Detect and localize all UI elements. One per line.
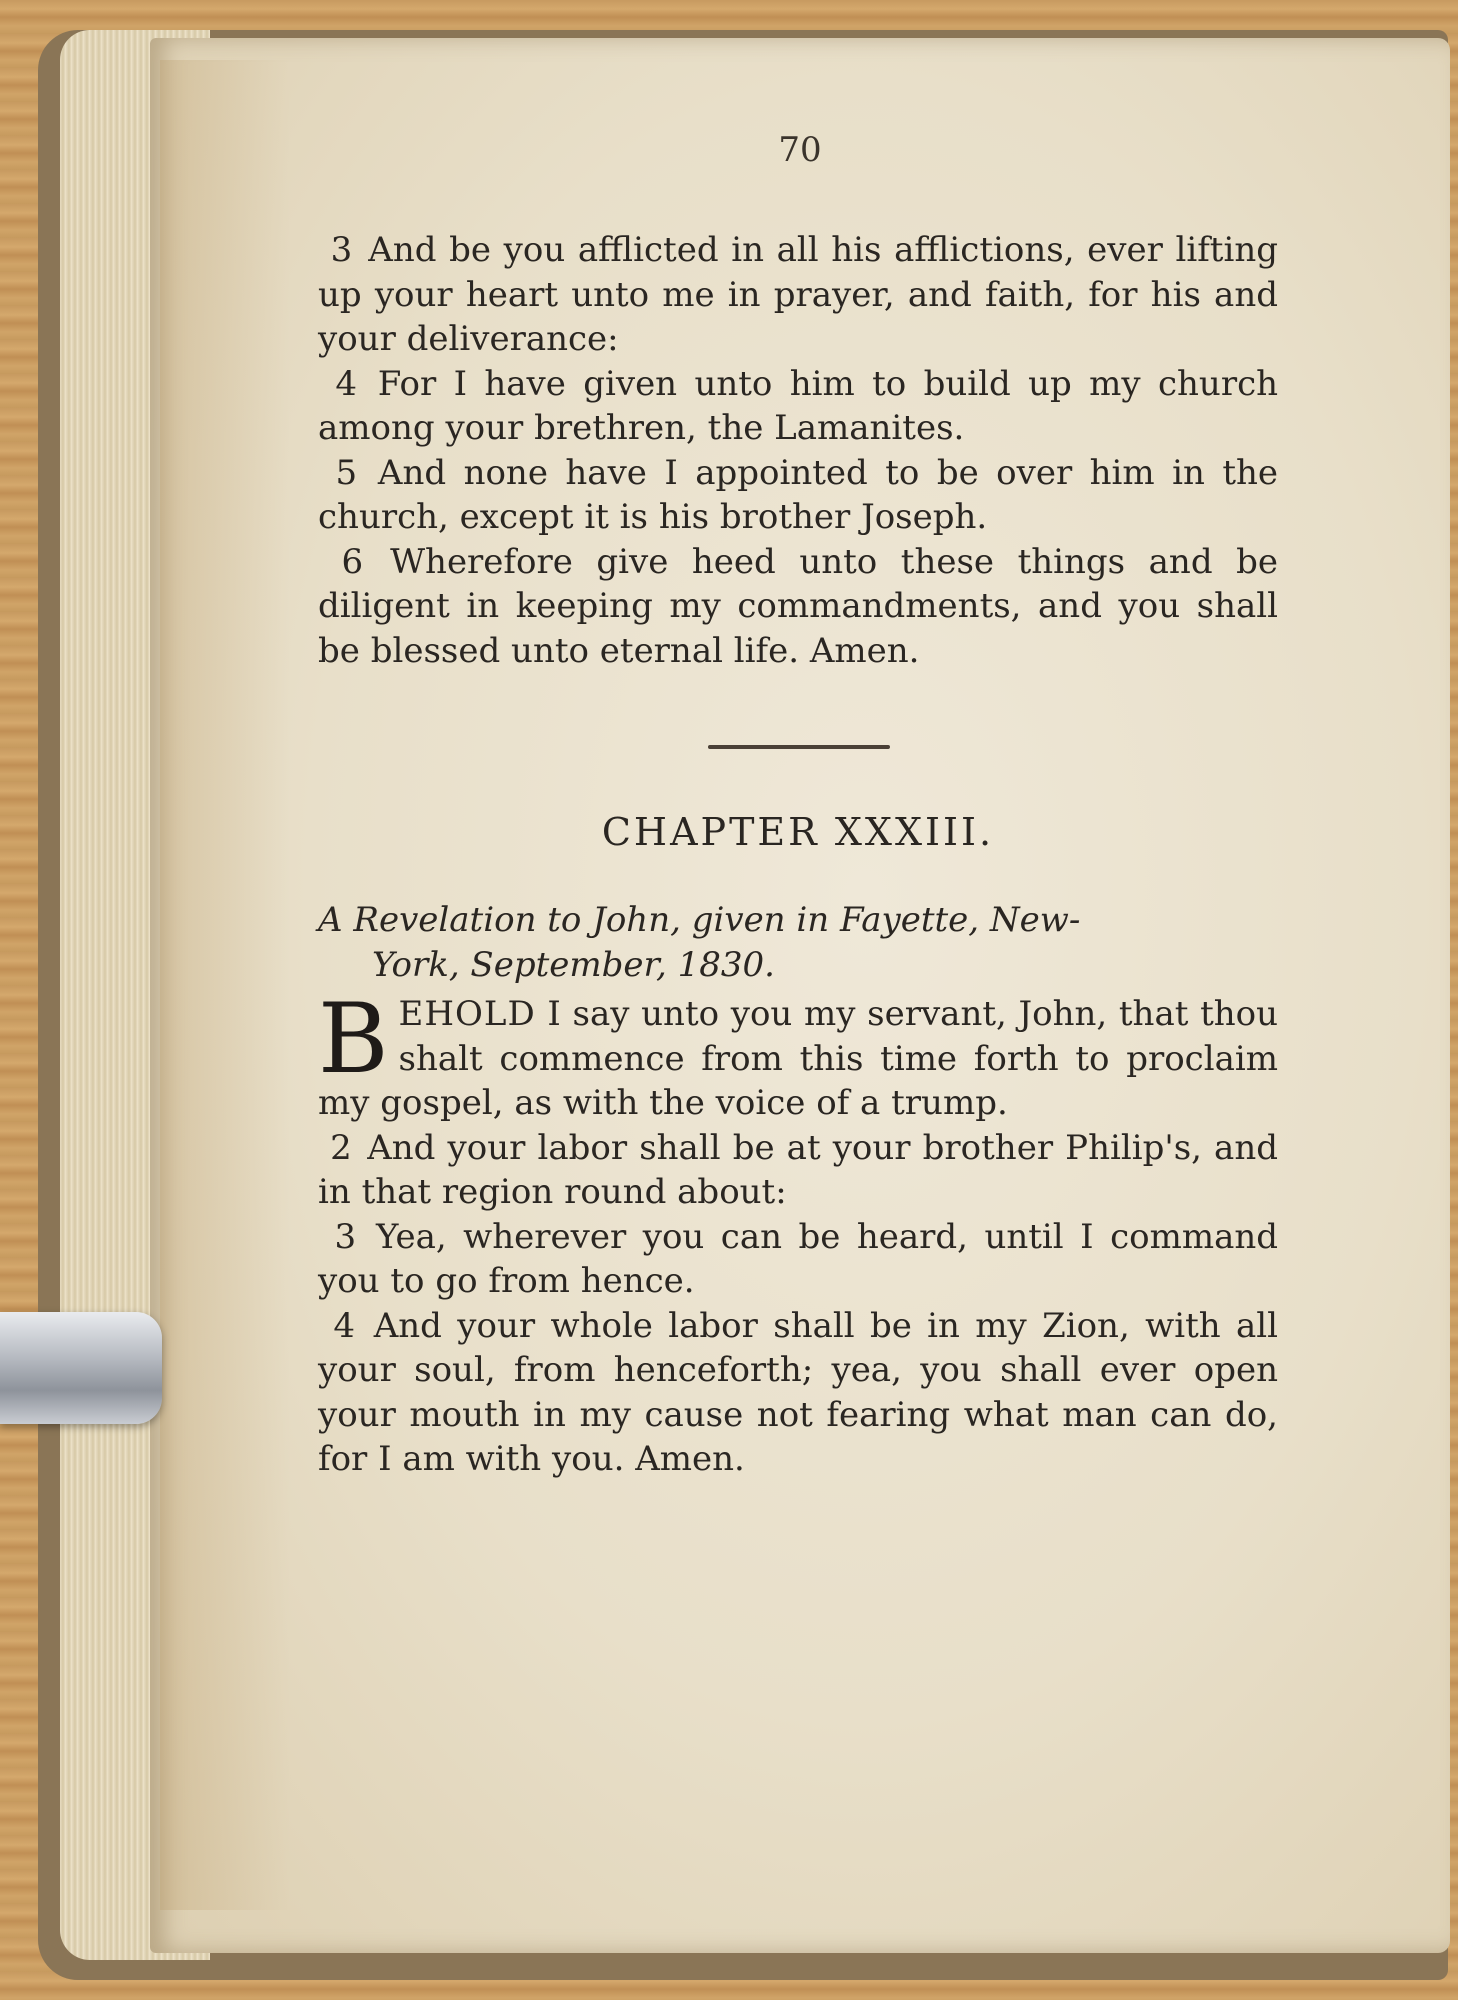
chapter-verses	[318, 983, 1279, 1482]
verse	[318, 228, 1278, 362]
drop-cap: B	[318, 983, 389, 1095]
verse-number: 3	[330, 230, 353, 270]
verse-text: And be you afflicted in all his afflictions, ever lifting up your heart unto me in prayer, and faith, for his and your deliverance:	[318, 230, 1279, 359]
opening-verse	[318, 983, 1278, 1126]
verse-number: 5	[335, 452, 358, 493]
verse	[318, 451, 1278, 540]
verse	[318, 1126, 1278, 1215]
chapter-heading	[318, 898, 1278, 987]
verse-text: And none have I appointed to be over him in the church, except it is his brother Joseph.	[318, 452, 1279, 537]
section-divider	[708, 745, 890, 749]
page-number: 70	[778, 130, 822, 170]
verse-number: 4	[333, 1305, 355, 1346]
verse-number: 4	[335, 363, 358, 404]
heading-line: A Revelation to John, given in Fayette, New-	[318, 900, 1081, 940]
chapter-title: CHAPTER XXXIII.	[601, 810, 995, 854]
verse-number: 6	[341, 541, 364, 582]
verse-text: Yea, wherever you can be heard, until I command you to go from hence.	[318, 1216, 1279, 1301]
verse-text: I say unto you my servant, John, that thou shalt commence from this time forth to proclaim my gospel, as with the voice of a trump.	[318, 994, 1278, 1123]
opening-caps: EHOLD	[398, 994, 536, 1034]
metal-bookmark	[0, 1312, 162, 1424]
verse-text: And your whole labor shall be in my Zion, with all your soul, from henceforth; yea, you shall ever open your mouth in my cause not fearing what man can do, for I am with you. Amen.	[318, 1305, 1279, 1479]
verse	[318, 1215, 1278, 1304]
heading-line: York, September, 1830.	[372, 944, 775, 985]
verse	[318, 362, 1278, 451]
verse-text: And your labor shall be at your brother Philip's, and in that region round about:	[318, 1127, 1278, 1212]
page-stain	[160, 60, 290, 1910]
verse	[318, 540, 1278, 674]
verse-number: 2	[330, 1127, 352, 1168]
verse-number: 3	[334, 1216, 357, 1257]
verse-text: Wherefore give heed unto these things and be diligent in keeping my commandments, and you shall be blessed unto eternal life. Amen.	[318, 541, 1279, 671]
top-verses	[318, 228, 1278, 673]
verse	[318, 1304, 1278, 1482]
verse-text: For I have given unto him to build up my church among your brethren, the Lamanites.	[318, 363, 1279, 448]
